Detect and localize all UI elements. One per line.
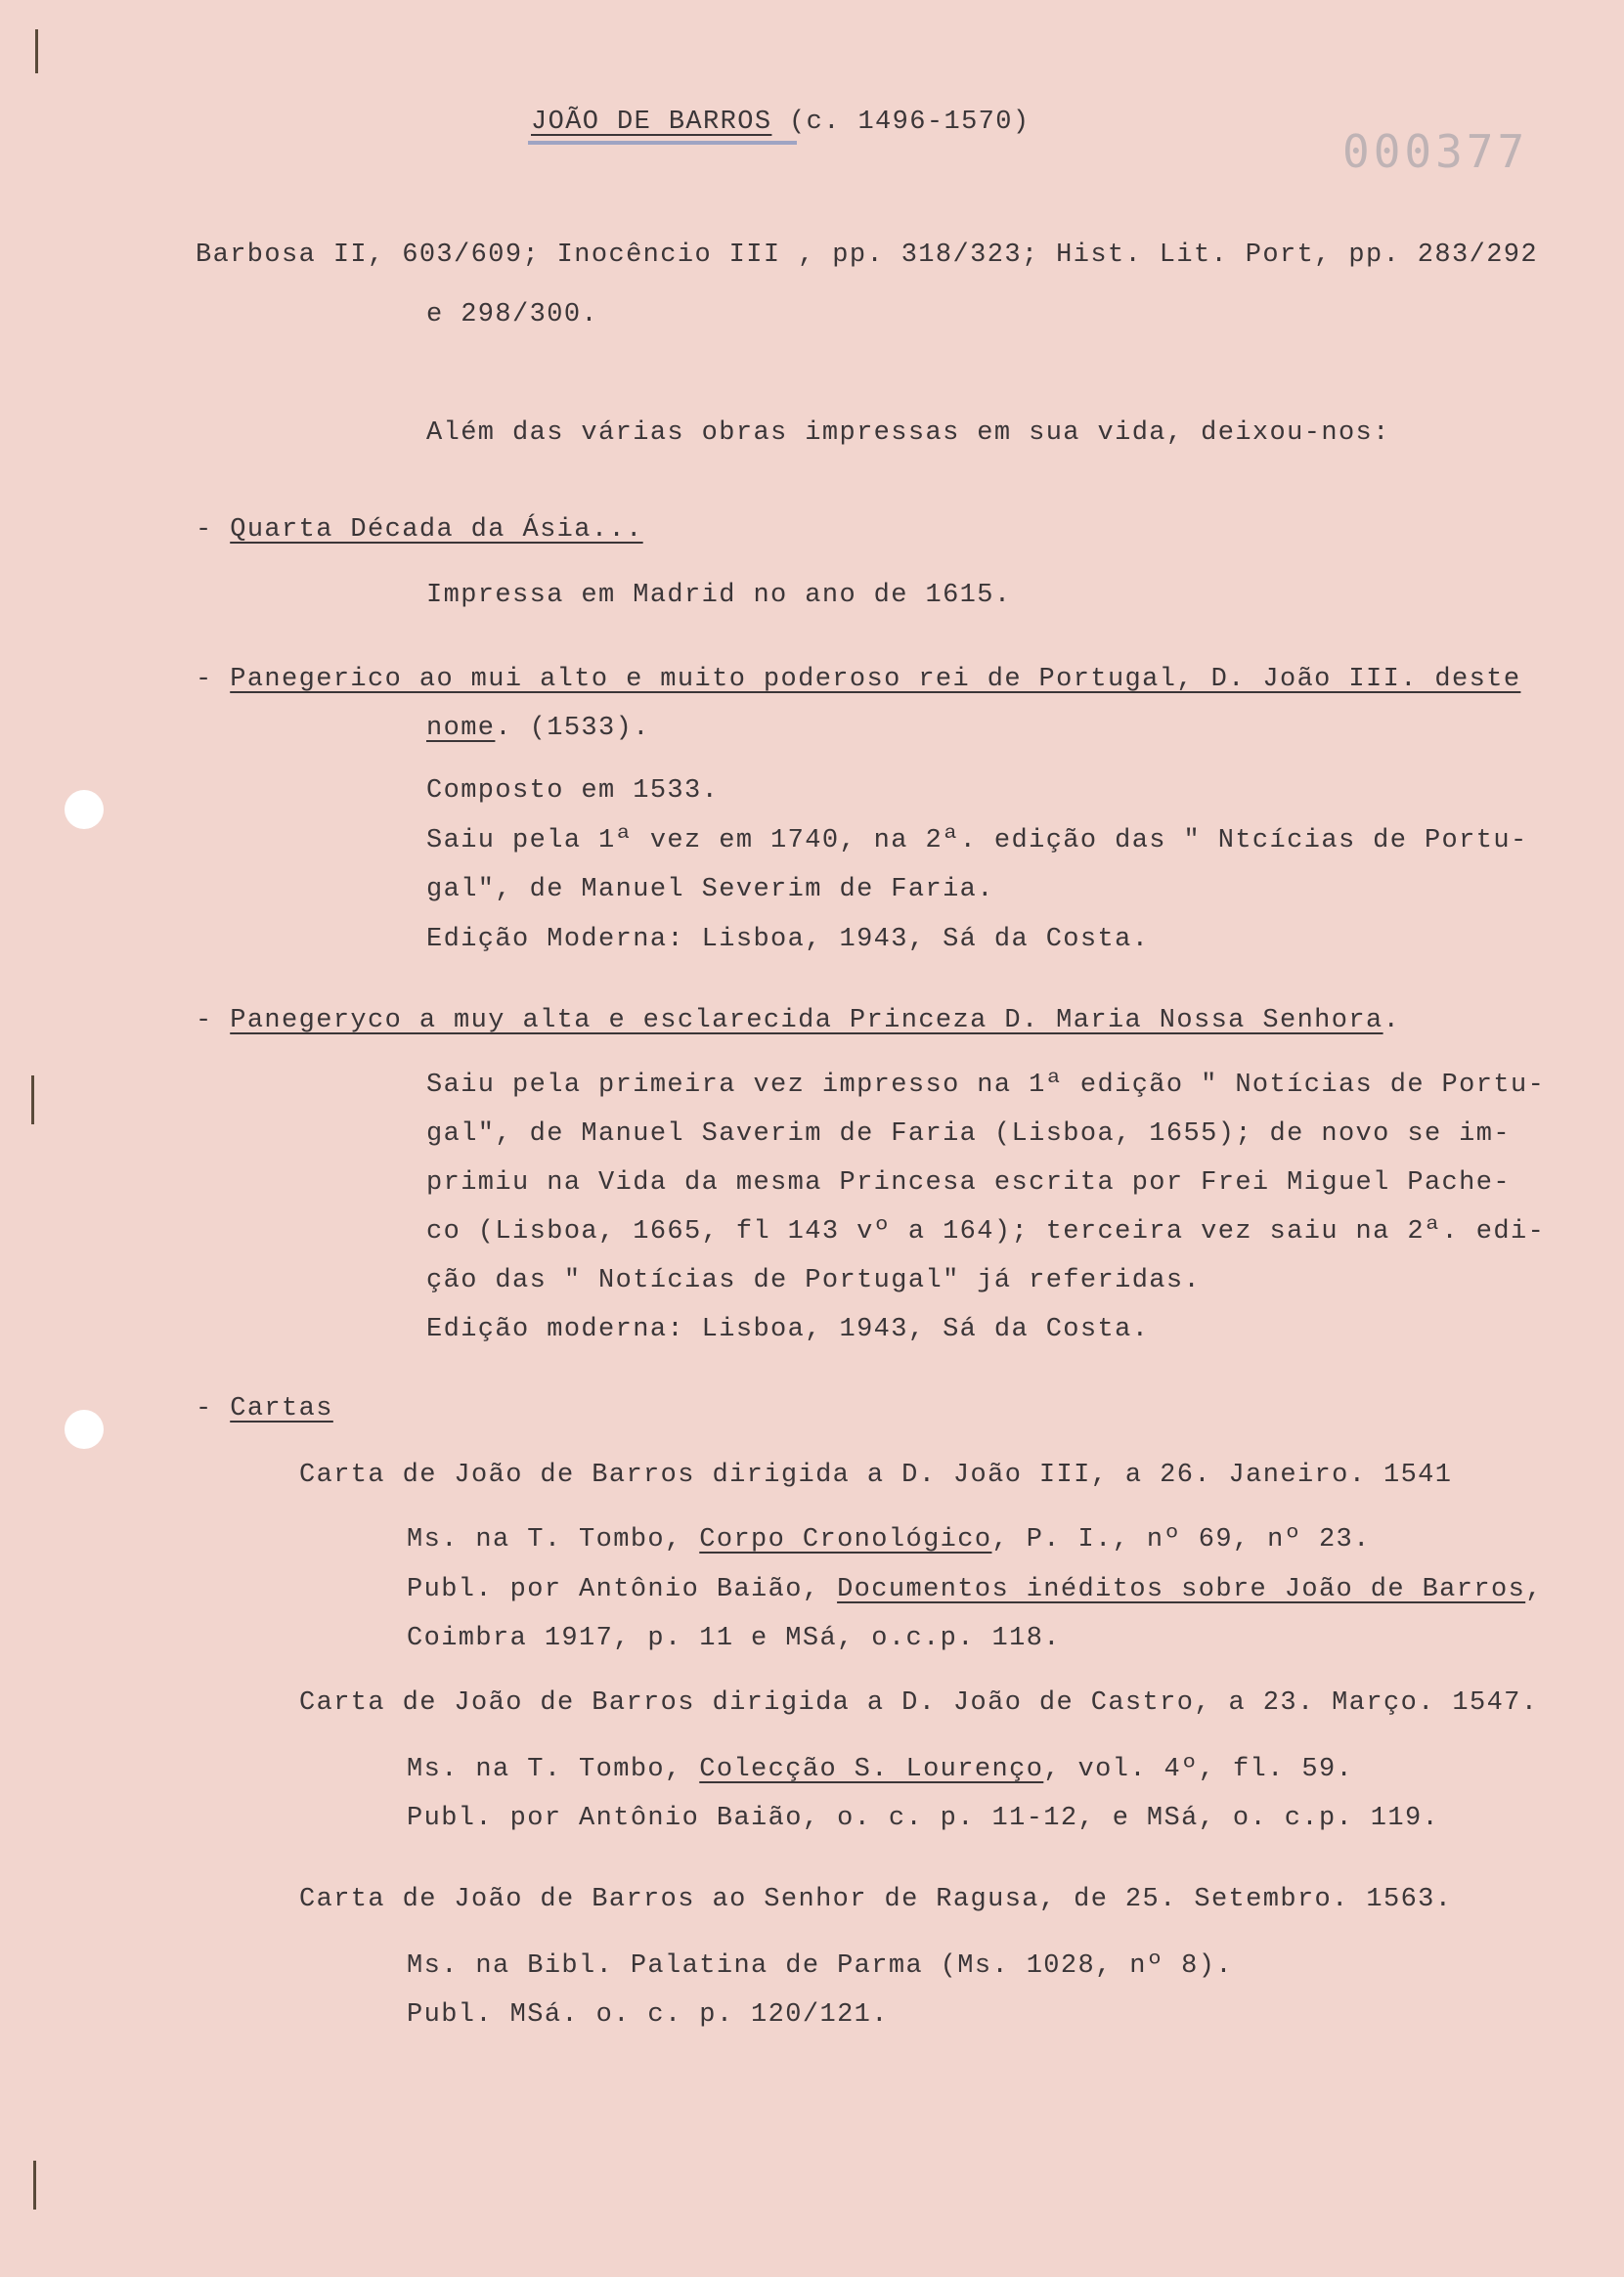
letter-publication: Publ. por Antônio Baião, o. c. p. 11-12, e MSá, o. c.p. 119.: [407, 1804, 1440, 1833]
ms-prefix: Ms. na T. Tombo,: [407, 1755, 700, 1784]
letter-publication: [407, 1573, 1543, 1606]
work-note: Impressa em Madrid no ano de 1615.: [426, 581, 1012, 610]
letter-publication: Publ. MSá. o. c. p. 120/121.: [407, 2000, 889, 2030]
work-title: Quarta Década da Ásia...: [230, 515, 643, 545]
letter-manuscript: [407, 1523, 1371, 1556]
work-note: Saiu pela primeira vez impresso na 1ª edição " Notícias de Portu-: [426, 1071, 1546, 1100]
work-note: ção das " Notícias de Portugal" já referidas.: [426, 1266, 1202, 1295]
publ-prefix: Publ. por Antônio Baião,: [407, 1575, 838, 1604]
work-title-end: nome: [426, 714, 496, 743]
intro-text: Além das várias obras impressas em sua vida, deixou-nos:: [426, 418, 1390, 448]
bullet-dash: -: [196, 1394, 213, 1423]
work-entry: [196, 1004, 1400, 1037]
work-note: Edição moderna: Lisboa, 1943, Sá da Costa.: [426, 1315, 1150, 1344]
work-note: gal", de Manuel Severim de Faria.: [426, 875, 994, 904]
work-title: Panegeryco a muy alta e esclarecida Princeza D. Maria Nossa Senhora: [230, 1006, 1383, 1035]
margin-mark: [31, 1075, 34, 1124]
letter-publication-continued: Coimbra 1917, p. 11 e MSá, o.c.p. 118.: [407, 1624, 1061, 1653]
bullet-dash: -: [196, 515, 213, 545]
page-title: [531, 106, 1030, 139]
work-note: Edição Moderna: Lisboa, 1943, Sá da Costa.: [426, 925, 1150, 954]
work-note: gal", de Manuel Saverim de Faria (Lisboa, 1655); de novo se im-: [426, 1119, 1511, 1149]
letter-title: Carta de João de Barros dirigida a D. João de Castro, a 23. Março. 1547.: [299, 1688, 1539, 1718]
bullet-dash: -: [196, 665, 213, 694]
ms-collection: Corpo Cronológico: [699, 1525, 992, 1554]
references-line-1: Barbosa II, 603/609; Inocêncio III , pp. 318/323; Hist. Lit. Port, pp. 283/292: [196, 241, 1539, 270]
ms-suffix: , P. I., nº 69, nº 23.: [991, 1525, 1371, 1554]
work-year: . (1533).: [495, 714, 650, 743]
work-entry: [196, 513, 643, 547]
archive-stamp-number: 000377: [1342, 125, 1529, 178]
letter-manuscript: [407, 1753, 1353, 1786]
work-title-period: .: [1383, 1006, 1401, 1035]
punch-hole-top: [65, 790, 104, 829]
author-name: JOÃO DE BARROS: [531, 108, 772, 137]
blue-pencil-underline: [528, 141, 797, 145]
cartas-heading: Cartas: [230, 1394, 333, 1423]
margin-mark: [33, 2161, 36, 2210]
work-note: Composto em 1533.: [426, 776, 720, 806]
section-heading-cartas: [196, 1392, 333, 1425]
publ-suffix: ,: [1525, 1575, 1543, 1604]
punch-hole-bottom: [65, 1410, 104, 1449]
references-line-2: e 298/300.: [426, 300, 599, 329]
work-note: co (Lisboa, 1665, fl 143 vº a 164); terceira vez saiu na 2ª. edi-: [426, 1217, 1546, 1247]
publ-title: Documentos inéditos sobre João de Barros: [837, 1575, 1526, 1604]
work-title: Panegerico ao mui alto e muito poderoso rei de Portugal, D. João III. deste: [230, 665, 1521, 694]
author-dates: (c. 1496-1570): [789, 108, 1031, 137]
letter-title: Carta de João de Barros ao Senhor de Ragusa, de 25. Setembro. 1563.: [299, 1885, 1453, 1914]
work-entry: [196, 663, 1520, 696]
ms-prefix: Ms. na T. Tombo,: [407, 1525, 700, 1554]
work-title-continued: [426, 712, 650, 745]
ms-suffix: , vol. 4º, fl. 59.: [1043, 1755, 1354, 1784]
bullet-dash: -: [196, 1006, 213, 1035]
ms-collection: Colecção S. Lourenço: [699, 1755, 1044, 1784]
margin-mark: [35, 29, 38, 73]
work-note: primiu na Vida da mesma Princesa escrita por Frei Miguel Pache-: [426, 1168, 1511, 1198]
letter-title: Carta de João de Barros dirigida a D. João III, a 26. Janeiro. 1541: [299, 1461, 1453, 1490]
letter-manuscript: Ms. na Bibl. Palatina de Parma (Ms. 1028, nº 8).: [407, 1951, 1233, 1981]
work-note: Saiu pela 1ª vez em 1740, na 2ª. edição das " Ntcícias de Portu-: [426, 826, 1528, 855]
